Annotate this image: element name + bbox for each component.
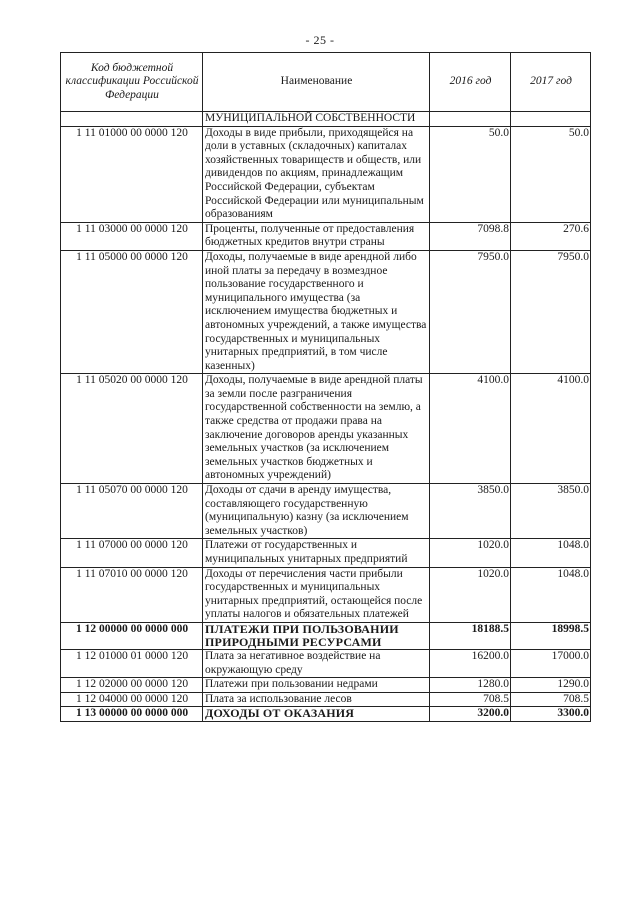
table-row <box>61 484 591 539</box>
amount-2016: 4100.0 <box>430 374 511 484</box>
revenue-name: Доходы, получаемые в виде арендной либо иной платы за передачу в возмездное пользование государственного и муниципального имущества (за исключением имущества бюджетных и автономных учреждений, а также имущества государственных и муниципальных унитарных предприятий, в том числе казенных) <box>203 250 430 373</box>
revenue-name: Плата за использование лесов <box>203 692 430 707</box>
amount-2016: 18188.5 <box>430 622 511 649</box>
revenue-name: Платежи от государственных и муниципальных унитарных предприятий <box>203 539 430 567</box>
budget-code: 1 11 05070 00 0000 120 <box>61 484 203 539</box>
amount-2017: 17000.0 <box>511 649 591 677</box>
amount-2016: 1280.0 <box>430 678 511 693</box>
revenue-name: Плата за негативное воздействие на окружающую среду <box>203 649 430 677</box>
amount-2017 <box>511 112 591 127</box>
amount-2016: 708.5 <box>430 692 511 707</box>
amount-2016: 7098.8 <box>430 222 511 250</box>
budget-code: 1 11 01000 00 0000 120 <box>61 126 203 222</box>
budget-code: 1 12 02000 00 0000 120 <box>61 678 203 693</box>
budget-code <box>61 112 203 127</box>
table-row <box>61 250 591 373</box>
budget-code: 1 11 07010 00 0000 120 <box>61 567 203 622</box>
table-row <box>61 539 591 567</box>
amount-2016 <box>430 112 511 127</box>
revenue-name: Доходы, получаемые в виде арендной платы за земли после разграничения государственной собственности на землю, а также средства от продажи права на заключение договоров аренды указанных земельных участков (за исключением земельных участков бюджетных и автономных учреждений) <box>203 374 430 484</box>
budget-code: 1 13 00000 00 0000 000 <box>61 707 203 722</box>
revenue-name: ДОХОДЫ ОТ ОКАЗАНИЯ <box>203 707 430 722</box>
amount-2016: 16200.0 <box>430 649 511 677</box>
amount-2016: 1020.0 <box>430 539 511 567</box>
header-year-2017: 2017 год <box>511 53 591 112</box>
header-year-2016: 2016 год <box>430 53 511 112</box>
revenue-name: Проценты, полученные от предоставления бюджетных кредитов внутри страны <box>203 222 430 250</box>
table-row <box>61 112 591 127</box>
amount-2016: 3850.0 <box>430 484 511 539</box>
amount-2017: 18998.5 <box>511 622 591 649</box>
budget-code: 1 11 07000 00 0000 120 <box>61 539 203 567</box>
amount-2017: 3850.0 <box>511 484 591 539</box>
header-name: Наименование <box>203 53 430 112</box>
amount-2017: 1048.0 <box>511 539 591 567</box>
table-row <box>61 374 591 484</box>
table-row <box>61 222 591 250</box>
budget-code: 1 12 04000 00 0000 120 <box>61 692 203 707</box>
amount-2016: 50.0 <box>430 126 511 222</box>
table-row <box>61 649 591 677</box>
amount-2017: 50.0 <box>511 126 591 222</box>
revenue-name: Платежи при пользовании недрами <box>203 678 430 693</box>
table-header-row <box>61 53 591 112</box>
table-row-section <box>61 622 591 649</box>
table-row <box>61 126 591 222</box>
amount-2017: 1290.0 <box>511 678 591 693</box>
amount-2017: 3300.0 <box>511 707 591 722</box>
amount-2017: 270.6 <box>511 222 591 250</box>
table-row-section <box>61 707 591 722</box>
amount-2017: 708.5 <box>511 692 591 707</box>
budget-code: 1 11 05000 00 0000 120 <box>61 250 203 373</box>
table-row <box>61 678 591 693</box>
budget-code: 1 12 01000 01 0000 120 <box>61 649 203 677</box>
page-number: - 25 - <box>305 33 335 47</box>
revenue-name: Доходы от сдачи в аренду имущества, составляющего государственную (муниципальную) казну (за исключением земельных участков) <box>203 484 430 539</box>
revenue-name: МУНИЦИПАЛЬНОЙ СОБСТВЕННОСТИ <box>203 112 430 127</box>
budget-revenue-table <box>60 52 591 722</box>
header-code: Код бюджетной классификации Российской Федерации <box>61 53 203 112</box>
amount-2017: 7950.0 <box>511 250 591 373</box>
amount-2016: 3200.0 <box>430 707 511 722</box>
table-row <box>61 567 591 622</box>
table-row <box>61 692 591 707</box>
amount-2016: 7950.0 <box>430 250 511 373</box>
revenue-name: Доходы в виде прибыли, приходящейся на доли в уставных (складочных) капиталах хозяйственных товариществ и обществ, или дивидендов по акциям, принадлежащим Российской Федерации, субъектам Российской Федерации или муниципальным образованиям <box>203 126 430 222</box>
budget-code: 1 11 05020 00 0000 120 <box>61 374 203 484</box>
amount-2017: 4100.0 <box>511 374 591 484</box>
revenue-name: ПЛАТЕЖИ ПРИ ПОЛЬЗОВАНИИ ПРИРОДНЫМИ РЕСУРСАМИ <box>203 622 430 649</box>
budget-code: 1 12 00000 00 0000 000 <box>61 622 203 649</box>
revenue-name: Доходы от перечисления части прибыли государственных и муниципальных унитарных предприятий, остающейся после уплаты налогов и обязательных платежей <box>203 567 430 622</box>
amount-2016: 1020.0 <box>430 567 511 622</box>
budget-code: 1 11 03000 00 0000 120 <box>61 222 203 250</box>
amount-2017: 1048.0 <box>511 567 591 622</box>
